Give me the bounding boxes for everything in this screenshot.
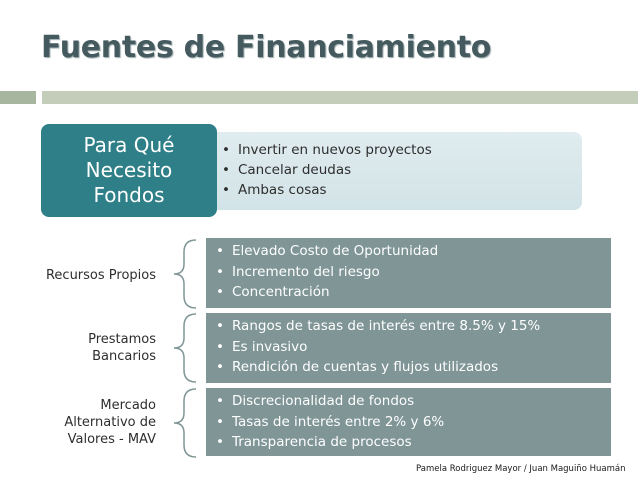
purpose-item: • Invertir en nuevos proyectos — [222, 140, 432, 160]
source-box-mav — [206, 388, 611, 456]
source-label-line: Mercado — [100, 398, 156, 413]
source-label-recursos-propios — [46, 267, 156, 284]
brace-icon — [160, 387, 200, 459]
purpose-label-line: Fondos — [93, 183, 165, 207]
source-label-line: Recursos Propios — [45, 268, 156, 283]
purpose-label-line: Necesito — [85, 158, 173, 182]
source-list — [206, 313, 611, 378]
source-item: • Elevado Costo de Oportunidad — [216, 241, 611, 262]
source-label-mav — [64, 397, 156, 448]
source-box-prestamos-bancarios — [206, 313, 611, 383]
source-list — [206, 388, 611, 453]
brace-icon — [160, 312, 200, 384]
source-item: • Rendición de cuentas y flujos utilizados — [216, 357, 611, 378]
purpose-list — [222, 140, 432, 200]
purpose-label-line: Para Qué — [83, 133, 175, 157]
source-label-line: Valores - MAV — [67, 432, 156, 447]
source-item: • Incremento del riesgo — [216, 262, 611, 283]
source-box-recursos-propios — [206, 238, 611, 308]
author-credit: Pamela Rodriguez Mayor / Juan Maguiño Huamán — [416, 464, 626, 474]
title-underline-bar — [42, 91, 638, 104]
source-list — [206, 238, 611, 303]
source-item: • Tasas de interés entre 2% y 6% — [216, 412, 611, 433]
source-label-prestamos-bancarios — [88, 331, 156, 365]
source-label-line: Bancarios — [92, 349, 156, 364]
source-item: • Transparencia de procesos — [216, 432, 611, 453]
purpose-item: • Ambas cosas — [222, 180, 432, 200]
brace-icon — [160, 238, 200, 310]
source-label-line: Prestamos — [88, 332, 156, 347]
source-item: • Discrecionalidad de fondos — [216, 391, 611, 412]
source-item: • Es invasivo — [216, 337, 611, 358]
purpose-card — [180, 132, 582, 210]
slide-title: Fuentes de Financiamiento — [41, 30, 492, 65]
source-item: • Rangos de tasas de interés entre 8.5% y 15% — [216, 316, 611, 337]
purpose-label — [41, 124, 217, 217]
source-item: • Concentración — [216, 282, 611, 303]
source-label-line: Alternativo de — [64, 415, 156, 430]
purpose-item: • Cancelar deudas — [222, 160, 432, 180]
title-underline-accent — [0, 91, 36, 104]
